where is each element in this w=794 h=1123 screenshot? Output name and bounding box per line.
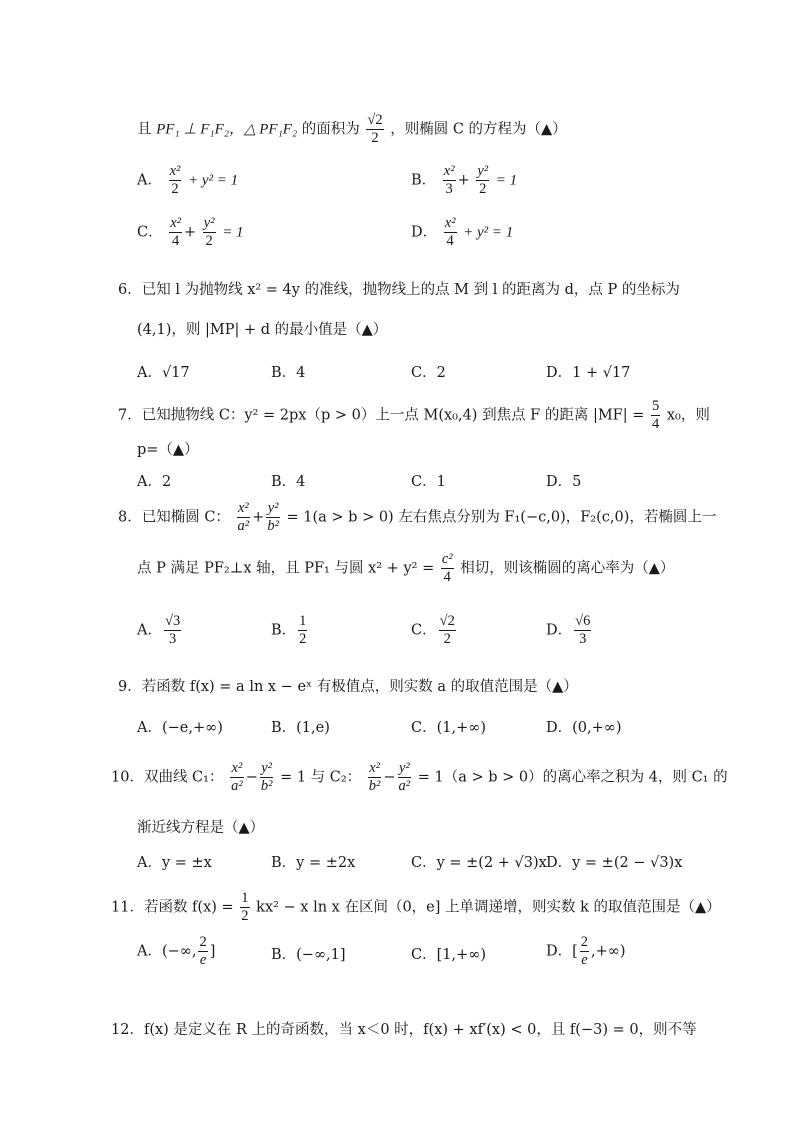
q11-option-a[interactable]: A．(−∞, $\frac{2}{e}$ ]: [137, 934, 216, 968]
q5-option-a[interactable]: A． $\frac{\text{x²}}{2}$ + y² = 1: [137, 163, 239, 197]
q6-line1: 6．已知 l 为抛物线 x² = 4y 的准线，抛物线上的点 M 到 l 的距离为 d，点 P 的坐标为: [118, 282, 680, 298]
q10-option-d[interactable]: D．y = ±(2 − √3)x: [546, 855, 683, 871]
q5-option-c[interactable]: C． $\frac{\text{x²}}{4}$ + $\frac{\text{y²}}{2}$ = 1: [137, 215, 244, 249]
q6-option-c[interactable]: C．2: [411, 365, 446, 381]
q8-option-b[interactable]: B． $\frac{1}{2}$: [271, 613, 307, 647]
q6-option-d[interactable]: D．1 + √17: [546, 365, 631, 381]
q9-option-c[interactable]: C．(1,+∞): [411, 720, 486, 736]
q5-condition: PF₁ ⊥ F₁F₂，△ PF₁F₂: [156, 121, 298, 138]
q5-area-label: 的面积为: [301, 121, 360, 138]
q10-line2: 渐近线方程是（▲）: [137, 820, 265, 836]
q6-line2: (4,1)，则 |MP| + d 的最小值是（▲）: [137, 322, 388, 338]
q9-option-d[interactable]: D．(0,+∞): [546, 720, 622, 736]
q8-option-a[interactable]: A． $\frac{√3}{3}$: [137, 613, 181, 647]
q12-line1: 12．f(x) 是定义在 R 上的奇函数，当 x＜0 时，f(x) + xf′(x) < 0，且 f(−3) = 0，则不等: [111, 1022, 697, 1038]
q8-line2: 点 P 满足 PF₂⊥x 轴，且 PF₁ 与圆 x² + y² = $\frac{\text{c²}}{4}$ 相切，则该椭圆的离心率为（▲）: [137, 551, 675, 585]
q9-option-b[interactable]: B．(1,e): [271, 720, 330, 736]
q6-option-b[interactable]: B．4: [271, 365, 306, 381]
q11-option-d[interactable]: D．[ $\frac{2}{e}$ ,+∞): [546, 934, 626, 968]
q5-prefix: 且: [137, 121, 152, 138]
q5-question: ，则椭圆 C 的方程为（▲）: [390, 121, 567, 138]
q11-option-b[interactable]: B．(−∞,1]: [271, 947, 346, 963]
q10-option-a[interactable]: A．y = ±x: [137, 855, 212, 871]
q5-stem-line: [137, 112, 567, 147]
q10-option-c[interactable]: C．y = ±(2 + √3)x: [411, 855, 547, 871]
q5-option-d[interactable]: D． $\frac{\text{x²}}{4}$ + y² = 1: [411, 215, 514, 249]
q7-line2: p=（▲）: [137, 442, 199, 458]
q8-option-d[interactable]: D． $\frac{√6}{3}$: [546, 613, 591, 647]
q11-option-c[interactable]: C．[1,+∞): [411, 947, 486, 963]
q8-option-c[interactable]: C． $\frac{√2}{2}$: [411, 613, 455, 647]
q5-area-fraction: $\frac{√2}{2}$: [367, 112, 383, 146]
q7-fraction: $\frac{5}{4}$: [652, 398, 660, 432]
q9-option-a[interactable]: A．(−e,+∞): [137, 720, 223, 736]
q7-option-b[interactable]: B．4: [271, 474, 306, 490]
q10-line1: 10．双曲线 C₁： $\frac{\text{x²}}{\text{a²}}$ − $\frac{\text{y²}}{\text{b²}}$ = 1 与 C₂： $\frac{\text{x²}}{\text{b²}}$ − $\frac{\text{y²}}{\text{a²}}$ = 1（a > b > 0）的离心率之积为 4，则 C₁ 的: [111, 760, 728, 794]
q11-line1: 11．若函数 f(x) = $\frac{1}{2}$ kx² − x ln x 在区间（0，e] 上单调递增，则实数 k 的取值范围是（▲）: [111, 890, 721, 924]
q8-line1: 8．已知椭圆 C： $\frac{\text{x²}}{\text{a²}}$ + $\frac{\text{y²}}{\text{b²}}$ = 1(a > b > 0) 左右焦点分别为 F₁(−c,0)，F₂(c,0)，若椭圆上一: [118, 500, 717, 534]
q5-option-b[interactable]: B． $\frac{\text{x²}}{3}$ + $\frac{\text{y²}}{2}$ = 1: [411, 163, 518, 197]
q6-option-a[interactable]: A．√17: [137, 365, 190, 381]
q7-option-d[interactable]: D．5: [546, 474, 582, 490]
q9-line1: 9．若函数 f(x) = a ln x − eˣ 有极值点，则实数 a 的取值范围是（▲）: [118, 679, 578, 695]
q7-option-c[interactable]: C．1: [411, 474, 446, 490]
q10-option-b[interactable]: B．y = ±2x: [271, 855, 356, 871]
q7-option-a[interactable]: A．2: [137, 474, 172, 490]
q7-line1: 7．已知抛物线 C：y² = 2px（p > 0）上一点 M(x₀,4) 到焦点 F 的距离 |MF| = $\frac{5}{4}$ x₀，则: [118, 398, 710, 432]
